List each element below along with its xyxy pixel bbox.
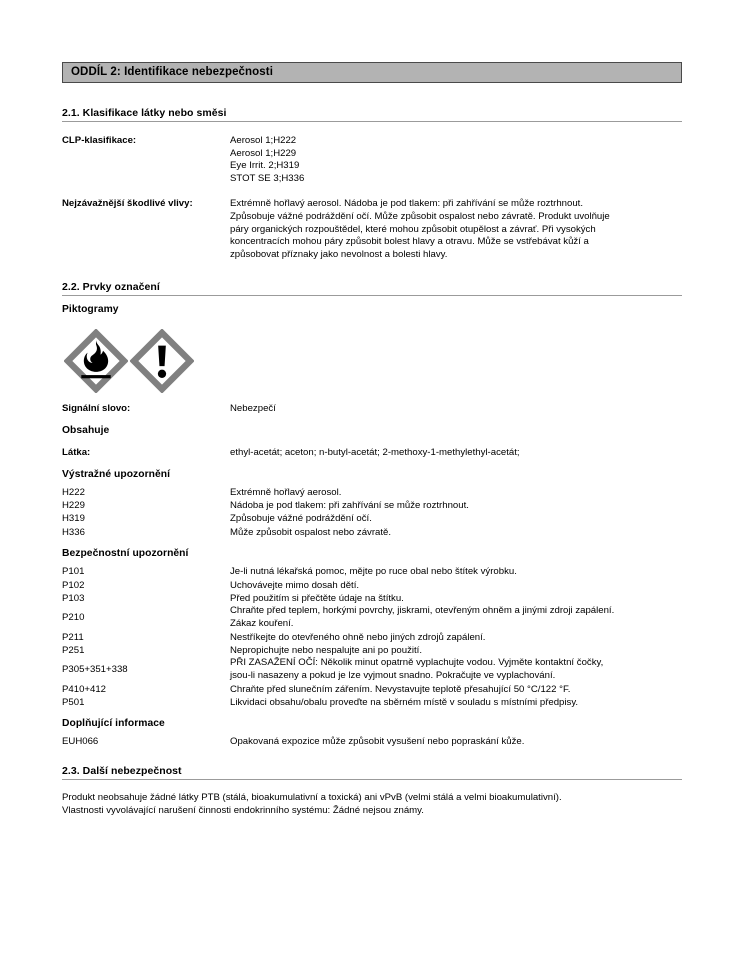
row-clp-klasifikace: [62, 135, 682, 185]
hazard-code: H319: [62, 513, 85, 525]
spacer: [62, 436, 682, 447]
precautionary-text: Nestříkejte do otevřeného ohně nebo jiných zdrojů zapálení.: [230, 631, 486, 643]
label-nejzavaznejsi-skodlive-vlivy: Nejzávažnější škodlivé vlivy:: [62, 198, 193, 210]
precautionary-statement-row: [62, 657, 682, 682]
adverse-effects-line: Extrémně hořlavý aerosol. Nádoba je pod tlakem: při zahřívání se může roztrhnout.: [230, 198, 584, 210]
precautionary-code: P101: [62, 566, 85, 578]
row-signalni-slovo: [62, 403, 682, 416]
hazard-statement-row: [62, 526, 682, 539]
precautionary-statement-row: [62, 631, 682, 644]
precautionary-text: Chraňte před slunečním zářením. Nevystavujte teplotě přesahující 50 °C/122 °F.: [230, 683, 571, 695]
surface-line: [81, 375, 110, 378]
heading-obsahuje: Obsahuje: [62, 424, 110, 436]
subsection-heading-2-3: 2.3. Další nebezpečnost: [62, 765, 682, 780]
precautionary-code: P103: [62, 592, 85, 604]
pictogram-group: [64, 329, 682, 393]
precautionary-statement-row: [62, 644, 682, 657]
hazard-text: Způsobuje vážné podráždění očí.: [230, 513, 372, 525]
label-clp-klasifikace: CLP-klasifikace:: [62, 135, 137, 146]
row-latka: [62, 447, 682, 460]
adverse-effects-line: způsobovat příznaky jako nevolnost a bolesti hlavy.: [230, 248, 448, 260]
precautionary-text-line: Chraňte před teplem, horkými povrchy, jiskrami, otevřeným ohněm a jinými zdroji zapálení.: [230, 605, 615, 617]
label-signalni-slovo: Signální slovo:: [62, 403, 131, 415]
precautionary-text: [230, 657, 682, 682]
precautionary-text-line: PŘI ZASAŽENÍ OČÍ: Několik minut opatrně vyplachujte vodou. Vyjměte kontaktní čočky,: [230, 657, 604, 669]
adverse-effects-line: Způsobuje vážné podráždění očí. Může způsobit ospalost nebo závratě. Produkt uvolňuje: [230, 210, 610, 222]
supplemental-code: EUH066: [62, 736, 99, 748]
subsection-heading-2-1: 2.1. Klasifikace látky nebo směsi: [62, 107, 682, 122]
hazard-statement-row: [62, 512, 682, 525]
hazard-code: H336: [62, 526, 85, 538]
heading-vystrazne-upozorneni: Výstražné upozornění: [62, 468, 170, 480]
section-banner-oddil-2: ODDÍL 2: Identifikace nebezpečnosti: [62, 62, 682, 83]
paragraph-line: Vlastnosti vyvolávající narušení činnosti endokrinního systému: Žádné nejsou známy.: [62, 804, 424, 816]
exclamation-mark-pictogram: [130, 329, 194, 393]
precautionary-text: Je-li nutná lékařská pomoc, mějte po ruce obal nebo štítek výrobku.: [230, 566, 517, 578]
precautionary-text-line: Zákaz kouření.: [230, 617, 294, 629]
precautionary-statement-row: [62, 565, 682, 578]
precautionary-code: P251: [62, 644, 85, 656]
precautionary-code: P410+412: [62, 683, 107, 695]
spacer: [62, 185, 682, 198]
hazard-text: Může způsobit ospalost nebo závratě.: [230, 526, 392, 538]
value-latka: ethyl-acetát; aceton; n-butyl-acetát; 2-methoxy-1-methylethyl-acetát;: [230, 446, 520, 458]
value-signalni-slovo: Nebezpečí: [230, 403, 276, 415]
precautionary-statement-row: [62, 605, 682, 630]
supplemental-statement-row: [62, 735, 682, 748]
hazard-code: H229: [62, 499, 85, 511]
precautionary-code: P305+351+338: [62, 664, 128, 676]
label-piktogramy: Piktogramy: [62, 304, 119, 316]
clp-value-line: Aerosol 1;H229: [230, 147, 297, 159]
paragraph-line: Produkt neobsahuje žádné látky PTB (stálá, bioakumulativní a toxická) ani vPvB (velmi stálá a velmi bioakumulativní).: [62, 791, 562, 803]
spacer: [62, 393, 682, 403]
precautionary-text: Před použitím si přečtěte údaje na štítku.: [230, 592, 404, 604]
adverse-effects-line: páry organických rozpouštědel, které mohou způsobit otupělost a závrať. Při vysokých: [230, 223, 596, 235]
precautionary-statement-row: [62, 683, 682, 696]
precautionary-statement-row: [62, 696, 682, 709]
value-clp-klasifikace: [230, 135, 682, 185]
precautionary-text: Uchovávejte mimo dosah dětí.: [230, 579, 360, 591]
clp-value-line: Aerosol 1;H222: [230, 135, 297, 146]
precautionary-code: P501: [62, 696, 85, 708]
supplemental-text: Opakovaná expozice může způsobit vysušení nebo popraskání kůže.: [230, 736, 525, 748]
precautionary-statement-row: [62, 579, 682, 592]
heading-bezpecnostni-upozorneni: Bezpečnostní upozornění: [62, 548, 189, 560]
precautionary-code: P102: [62, 579, 85, 591]
paragraph-dalsi-nebezpecnost: [62, 791, 662, 817]
value-nejzavaznejsi-skodlive-vlivy: [230, 198, 682, 261]
precautionary-text-line: jsou-li nasazeny a pokud je lze vyjmout snadno. Pokračujte ve vyplachování.: [230, 669, 556, 681]
hazard-text: Extrémně hořlavý aerosol.: [230, 486, 342, 498]
adverse-effects-line: koncentracích mohou páry způsobit bolest hlavy a otravu. Může se vstřebávat kůží a: [230, 236, 589, 248]
spacer: [62, 296, 682, 304]
clp-value-line: STOT SE 3;H336: [230, 172, 305, 184]
flame-pictogram: [64, 329, 128, 393]
precautionary-statement-list: [62, 565, 682, 709]
row-nejzavaznejsi-skodlive-vlivy: [62, 198, 682, 261]
heading-doplnujici-informace: Doplňující informace: [62, 718, 165, 730]
precautionary-text: Likvidaci obsahu/obalu proveďte na sběrném místě v souladu s místními předpisy.: [230, 696, 579, 708]
precautionary-text: Nepropichujte nebo nespalujte ani po použití.: [230, 644, 423, 656]
subsection-heading-2-2: 2.2. Prvky označení: [62, 281, 682, 296]
precautionary-text: [230, 605, 682, 630]
hazard-text: Nádoba je pod tlakem: při zahřívání se může roztrhnout.: [230, 499, 469, 511]
precautionary-code: P211: [62, 631, 84, 643]
hazard-statement-row: [62, 499, 682, 512]
hazard-code: H222: [62, 486, 85, 498]
label-latka: Látka:: [62, 446, 91, 458]
precautionary-code: P210: [62, 612, 85, 624]
hazard-statement-list: [62, 486, 682, 540]
supplemental-statement-list: [62, 735, 682, 748]
spacer: [62, 122, 682, 135]
hazard-statement-row: [62, 486, 682, 499]
precautionary-statement-row: [62, 592, 682, 605]
clp-value-line: Eye Irrit. 2;H319: [230, 160, 300, 172]
